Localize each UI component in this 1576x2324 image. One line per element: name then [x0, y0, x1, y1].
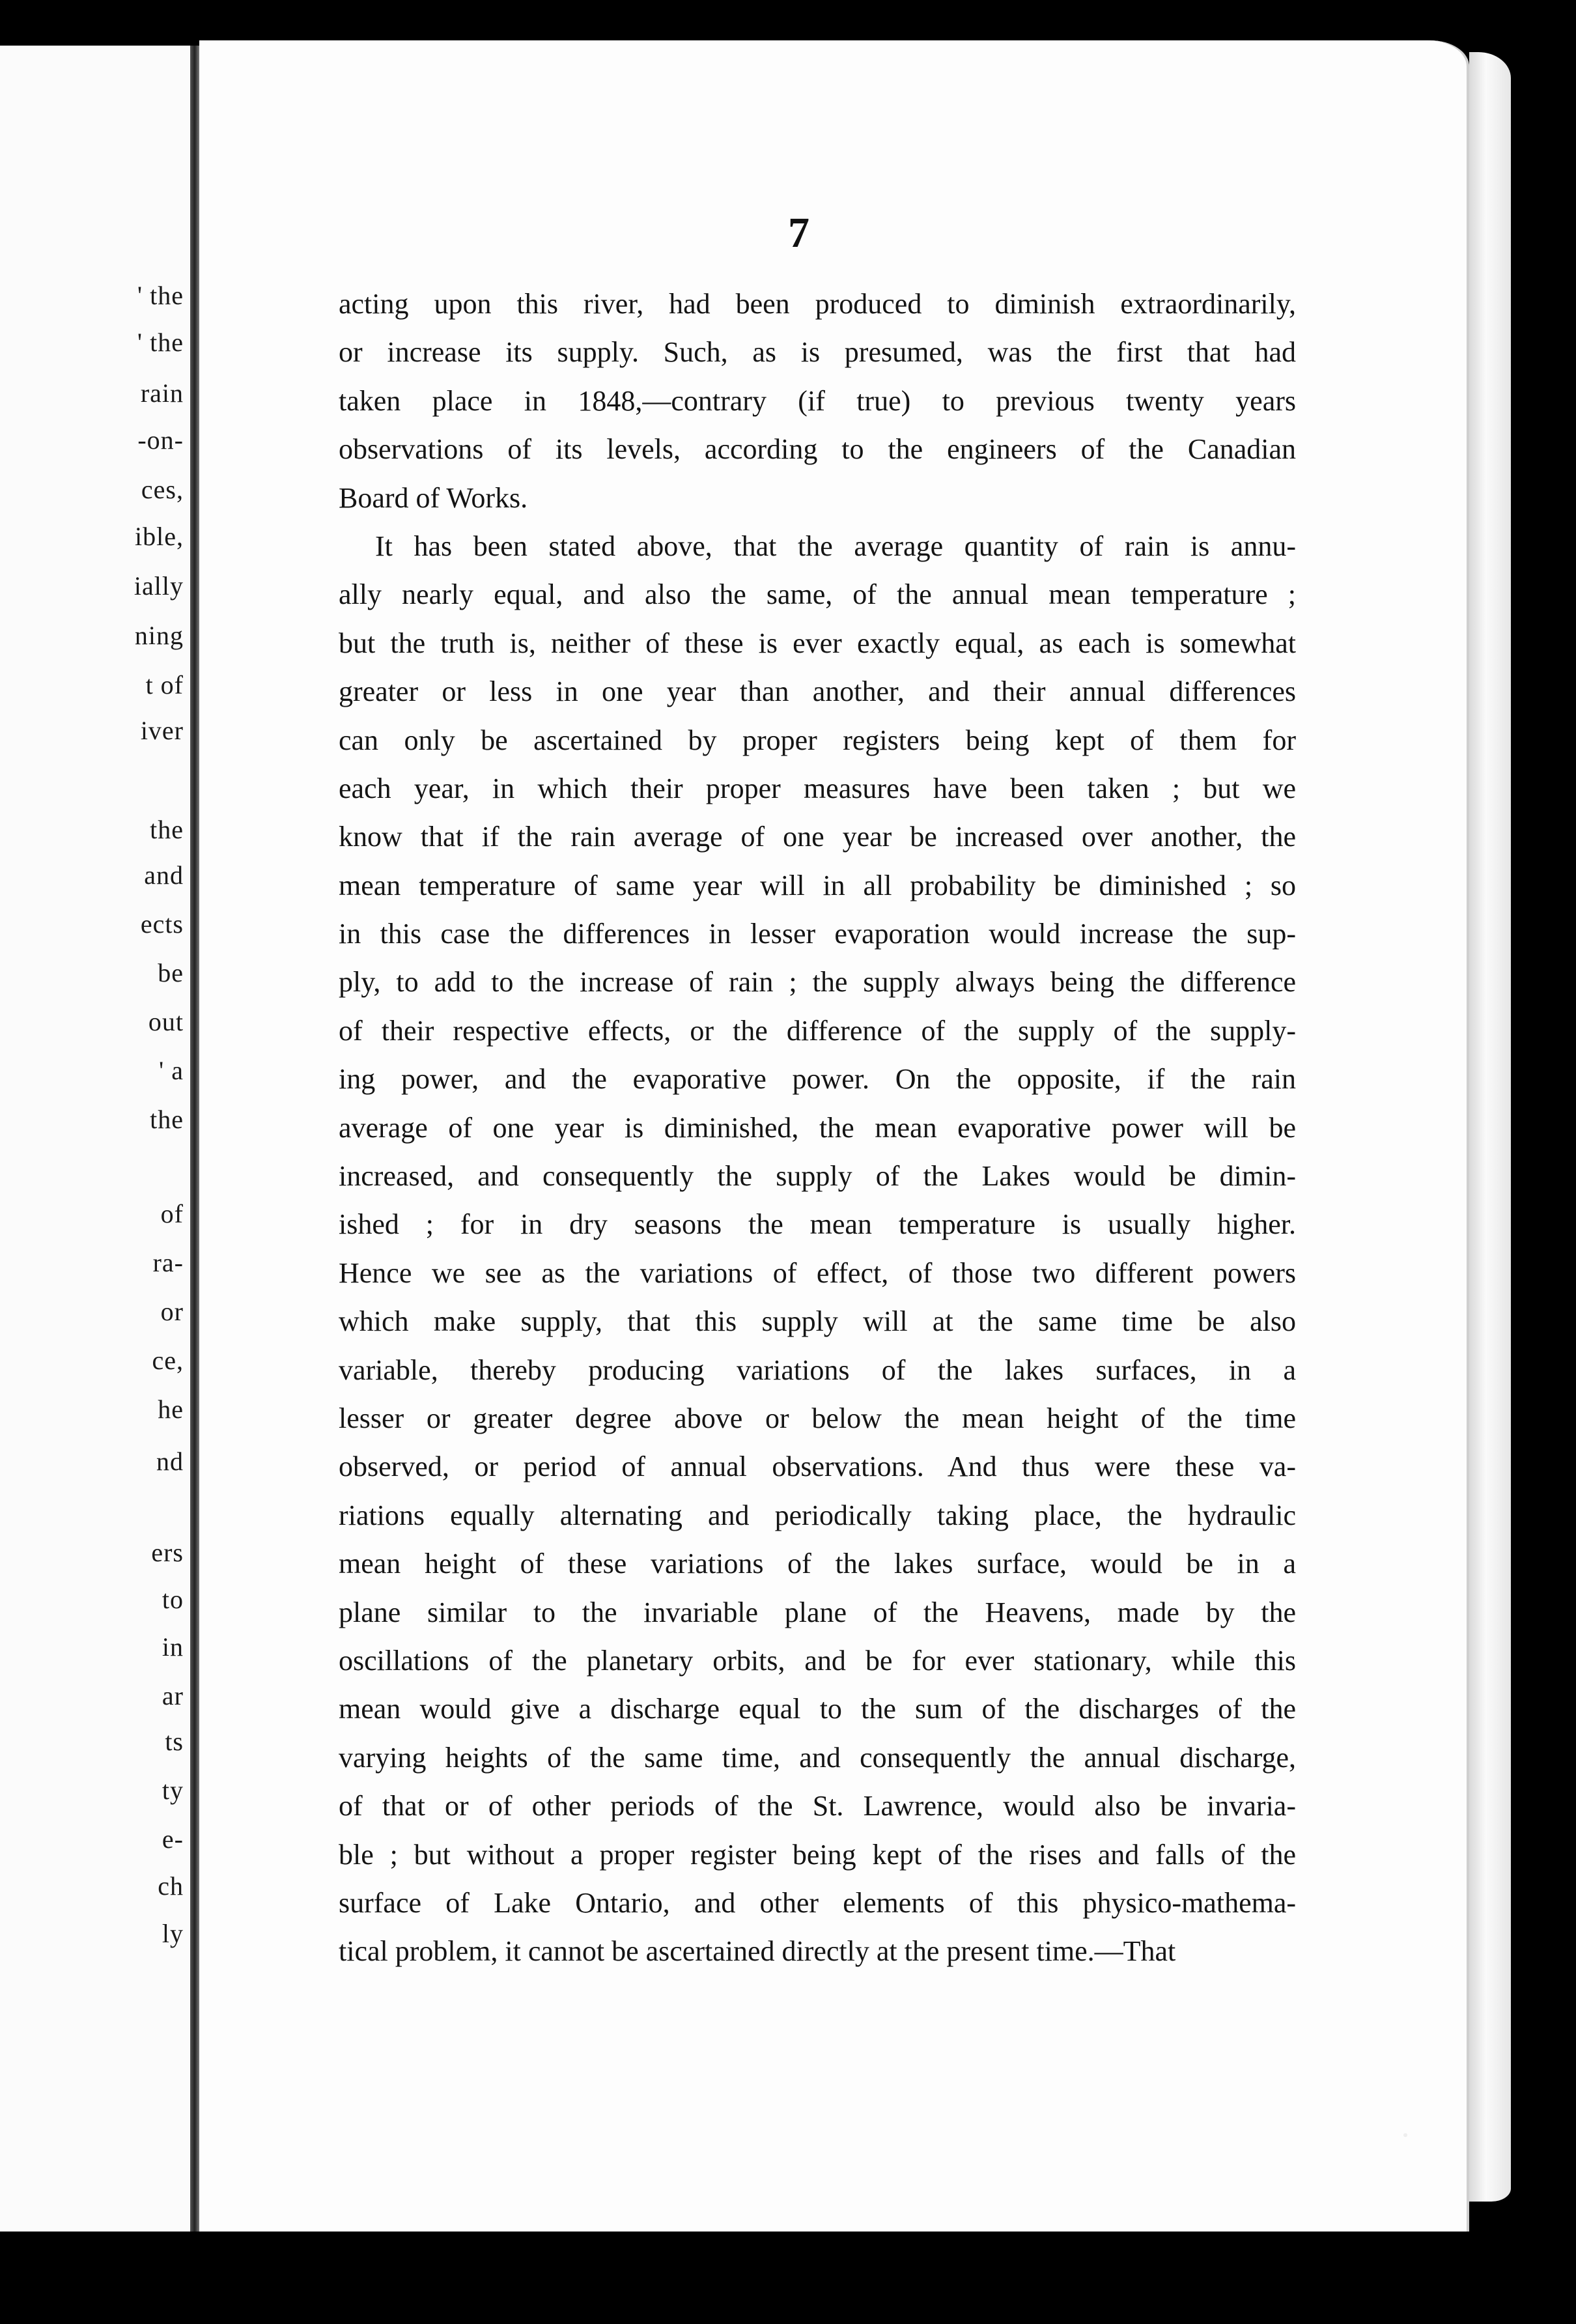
- previous-page-text-fragment: ts: [165, 1727, 184, 1756]
- previous-page-text-fragment: he: [158, 1395, 184, 1424]
- text-line: but the truth is, neither of these is ever exactly equal, as each is somewhat: [339, 627, 1296, 659]
- text-line: acting upon this river, had been produced to diminish extraordinarily,: [339, 288, 1296, 320]
- previous-page-text-fragment: ible,: [135, 522, 184, 551]
- page-edge: [1469, 52, 1511, 2202]
- text-line: average of one year is diminished, the mean evaporative power will be: [339, 1111, 1296, 1144]
- previous-page-text-fragment: iver: [140, 716, 184, 745]
- text-line: surface of Lake Ontario, and other elements of this physico-mathema-: [339, 1886, 1296, 1919]
- text-line: Board of Works.: [339, 481, 528, 514]
- previous-page-text-fragment: ' the: [137, 328, 184, 357]
- previous-page-text-fragment: the: [150, 815, 184, 844]
- previous-page-text-fragment: nd: [156, 1447, 184, 1476]
- previous-page-text-fragment: ch: [158, 1871, 184, 1901]
- book-gutter: [190, 46, 199, 2232]
- text-line: greater or less in one year than another, and their annual differences: [339, 675, 1296, 708]
- previous-page-text-fragment: ' a: [159, 1056, 184, 1085]
- previous-page-text-fragment: ects: [140, 909, 184, 939]
- text-line: observations of its levels, according to the engineers of the Canadian: [339, 433, 1296, 466]
- previous-page-text-fragment: be: [158, 958, 184, 987]
- text-line: ally nearly equal, and also the same, of the annual mean temperature ;: [339, 578, 1296, 611]
- text-line: ply, to add to the increase of rain ; the supply always being the difference: [339, 966, 1296, 999]
- previous-page-text-fragment: -on-: [137, 425, 184, 455]
- scan-speck: [91, 2272, 102, 2281]
- text-line: oscillations of the planetary orbits, and be for ever stationary, while this: [339, 1644, 1296, 1677]
- text-line: increased, and consequently the supply of the Lakes would be dimin-: [339, 1160, 1296, 1193]
- previous-page-text-fragment: e-: [162, 1824, 184, 1854]
- text-line: mean height of these variations of the lakes surface, would be in a: [339, 1548, 1296, 1580]
- text-line: in this case the differences in lesser evaporation would increase the sup-: [339, 918, 1296, 950]
- previous-page-text-fragment: in: [162, 1632, 184, 1662]
- previous-page-text-fragment: ce,: [152, 1346, 184, 1375]
- text-line: can only be ascertained by proper registers being kept of them for: [339, 724, 1296, 756]
- text-line: varying heights of the same time, and consequently the annual discharge,: [339, 1741, 1296, 1774]
- previous-page-text-fragment: ar: [162, 1681, 184, 1710]
- scan-speck: [1403, 2133, 1407, 2137]
- text-line: ble ; but without a proper register being kept of the rises and falls of the: [339, 1838, 1296, 1871]
- text-line: of their respective effects, or the difference of the supply of the supply-: [339, 1014, 1296, 1047]
- previous-page-text-fragment: or: [160, 1297, 184, 1326]
- text-line: ished ; for in dry seasons the mean temperature is usually higher.: [339, 1208, 1296, 1241]
- previous-page-margin: [0, 46, 190, 2232]
- text-line: know that if the rain average of one year be increased over another, the: [339, 821, 1296, 853]
- previous-page-text-fragment: to: [162, 1585, 184, 1614]
- text-line: each year, in which their proper measures have been taken ; but we: [339, 772, 1296, 804]
- text-line: lesser or greater degree above or below the mean height of the time: [339, 1402, 1296, 1434]
- text-line: ing power, and the evaporative power. On the opposite, if the rain: [339, 1063, 1296, 1096]
- text-line: mean would give a discharge equal to the sum of the discharges of the: [339, 1693, 1296, 1725]
- text-line: of that or of other periods of the St. Lawrence, would also be invaria-: [339, 1790, 1296, 1822]
- previous-page-text-fragment: ty: [162, 1776, 184, 1805]
- previous-page-text-fragment: ' the: [137, 281, 184, 310]
- text-line: observed, or period of annual observations. And thus were these va-: [339, 1451, 1296, 1483]
- previous-page-text-fragment: ning: [134, 621, 184, 650]
- text-line: Hence we see as the variations of effect, of those two different powers: [339, 1256, 1296, 1289]
- previous-page-text-fragment: ra-: [152, 1248, 184, 1277]
- page-number: 7: [788, 209, 809, 257]
- text-line: riations equally alternating and periodically taking place, the hydraulic: [339, 1499, 1296, 1531]
- scan-speck: [1166, 4, 1172, 10]
- text-line: variable, thereby producing variations of the lakes surfaces, in a: [339, 1353, 1296, 1386]
- previous-page-text-fragment: ces,: [141, 475, 184, 504]
- text-line: or increase its supply. Such, as is presumed, was the first that had: [339, 336, 1296, 369]
- text-line: taken place in 1848,—contrary (if true) to previous twenty years: [339, 384, 1296, 417]
- scan-speck: [215, 2273, 221, 2278]
- text-line: It has been stated above, that the average quantity of rain is annu-: [375, 530, 1296, 562]
- text-line: mean temperature of same year will in all probability be diminished ; so: [339, 869, 1296, 901]
- text-line: tical problem, it cannot be ascertained directly at the present time.—That: [339, 1935, 1176, 1968]
- previous-page-text-fragment: ers: [151, 1538, 184, 1567]
- text-line: which make supply, that this supply will at the same time be also: [339, 1305, 1296, 1338]
- text-line: plane similar to the invariable plane of the Heavens, made by the: [339, 1596, 1296, 1628]
- previous-page-text-fragment: the: [150, 1105, 184, 1134]
- previous-page-text-fragment: t of: [145, 670, 184, 700]
- previous-page-text-fragment: ly: [162, 1919, 184, 1948]
- previous-page-text-fragment: of: [160, 1199, 184, 1228]
- previous-page-text-fragment: out: [148, 1007, 184, 1036]
- page-body-text: [339, 280, 1296, 1976]
- previous-page-text-fragment: rain: [140, 378, 184, 408]
- previous-page-text-fragment: and: [144, 860, 184, 890]
- previous-page-text-fragment: ially: [134, 571, 184, 601]
